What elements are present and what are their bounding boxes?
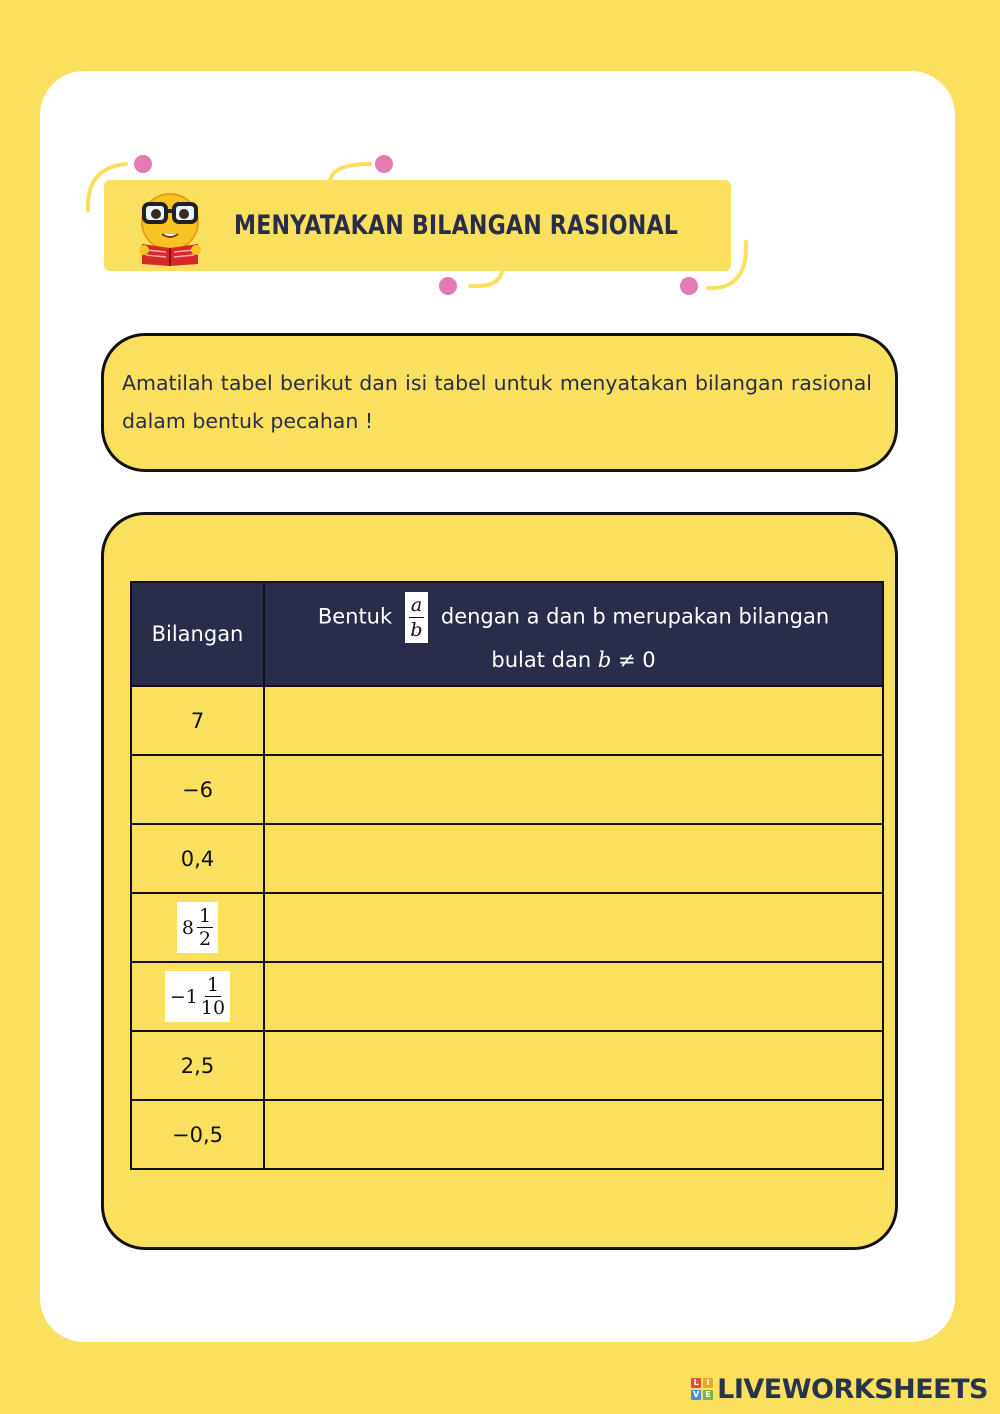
table-row bbox=[131, 893, 883, 962]
answer-input[interactable] bbox=[265, 825, 882, 892]
decorative-dot bbox=[134, 155, 152, 173]
header-neq-zero: ≠ 0 bbox=[617, 647, 656, 672]
table-row bbox=[131, 755, 883, 824]
mixed-denominator: 10 bbox=[200, 997, 226, 1019]
mixed-fraction bbox=[165, 971, 230, 1022]
number-cell: 7 bbox=[131, 686, 264, 755]
mixed-fraction bbox=[177, 902, 218, 953]
fraction-a-over-b bbox=[405, 592, 428, 643]
nerd-emoji-reading-icon bbox=[134, 188, 206, 266]
answer-cell[interactable] bbox=[264, 962, 883, 1031]
table-row bbox=[131, 1100, 883, 1169]
table-row bbox=[131, 962, 883, 1031]
bilangan-header: Bilangan bbox=[131, 582, 264, 686]
table-row bbox=[131, 686, 883, 755]
table-header-row bbox=[131, 582, 883, 686]
answer-input[interactable] bbox=[265, 756, 882, 823]
number-cell: −6 bbox=[131, 755, 264, 824]
number-cell bbox=[131, 893, 264, 962]
table-row bbox=[131, 1031, 883, 1100]
number-cell bbox=[131, 962, 264, 1031]
fraction-denominator: b bbox=[410, 618, 423, 641]
header-var-b: b bbox=[597, 647, 612, 672]
number-cell: 2,5 bbox=[131, 1031, 264, 1100]
answer-cell[interactable] bbox=[264, 1100, 883, 1169]
rational-number-table bbox=[130, 581, 884, 1170]
page-title: MENYATAKAN BILANGAN RASIONAL bbox=[234, 210, 679, 241]
answer-input[interactable] bbox=[265, 1101, 882, 1168]
answer-input[interactable] bbox=[265, 687, 882, 754]
number-cell: −0,5 bbox=[131, 1100, 264, 1169]
header-line-2 bbox=[265, 643, 882, 677]
answer-input[interactable] bbox=[265, 894, 882, 961]
mixed-numerator: 1 bbox=[199, 905, 212, 927]
logo-text: LIVEWORKSHEETS bbox=[717, 1373, 988, 1405]
answer-cell[interactable] bbox=[264, 893, 883, 962]
answer-cell[interactable] bbox=[264, 824, 883, 893]
header-prefix: Bentuk bbox=[317, 604, 393, 628]
number-cell: 0,4 bbox=[131, 824, 264, 893]
answer-cell[interactable] bbox=[264, 755, 883, 824]
decorative-dot bbox=[439, 277, 457, 295]
answer-input[interactable] bbox=[265, 963, 882, 1030]
mixed-whole: −1 bbox=[169, 985, 198, 1008]
mixed-denominator: 2 bbox=[199, 928, 212, 950]
fraction-numerator: a bbox=[410, 593, 423, 616]
instruction-text: Amatilah tabel berikut dan isi tabel untuk menyatakan bilangan rasional dalam bentuk pecahan ! bbox=[122, 371, 872, 433]
table-row bbox=[131, 824, 883, 893]
mixed-numerator: 1 bbox=[206, 974, 220, 996]
answer-input[interactable] bbox=[265, 1032, 882, 1099]
mixed-whole: 8 bbox=[181, 916, 194, 939]
answer-cell[interactable] bbox=[264, 1031, 883, 1100]
fraction-form-header bbox=[264, 582, 883, 686]
logo-icon: L I V E bbox=[691, 1378, 713, 1400]
answer-cell[interactable] bbox=[264, 686, 883, 755]
header-line-1 bbox=[265, 592, 882, 643]
decorative-dot bbox=[680, 277, 698, 295]
liveworksheets-logo[interactable] bbox=[691, 1372, 988, 1406]
header-suffix-line2: bulat dan bbox=[491, 647, 592, 672]
header-suffix-line1: dengan a dan b merupakan bilangan bbox=[440, 604, 830, 628]
decorative-dot bbox=[375, 155, 393, 173]
